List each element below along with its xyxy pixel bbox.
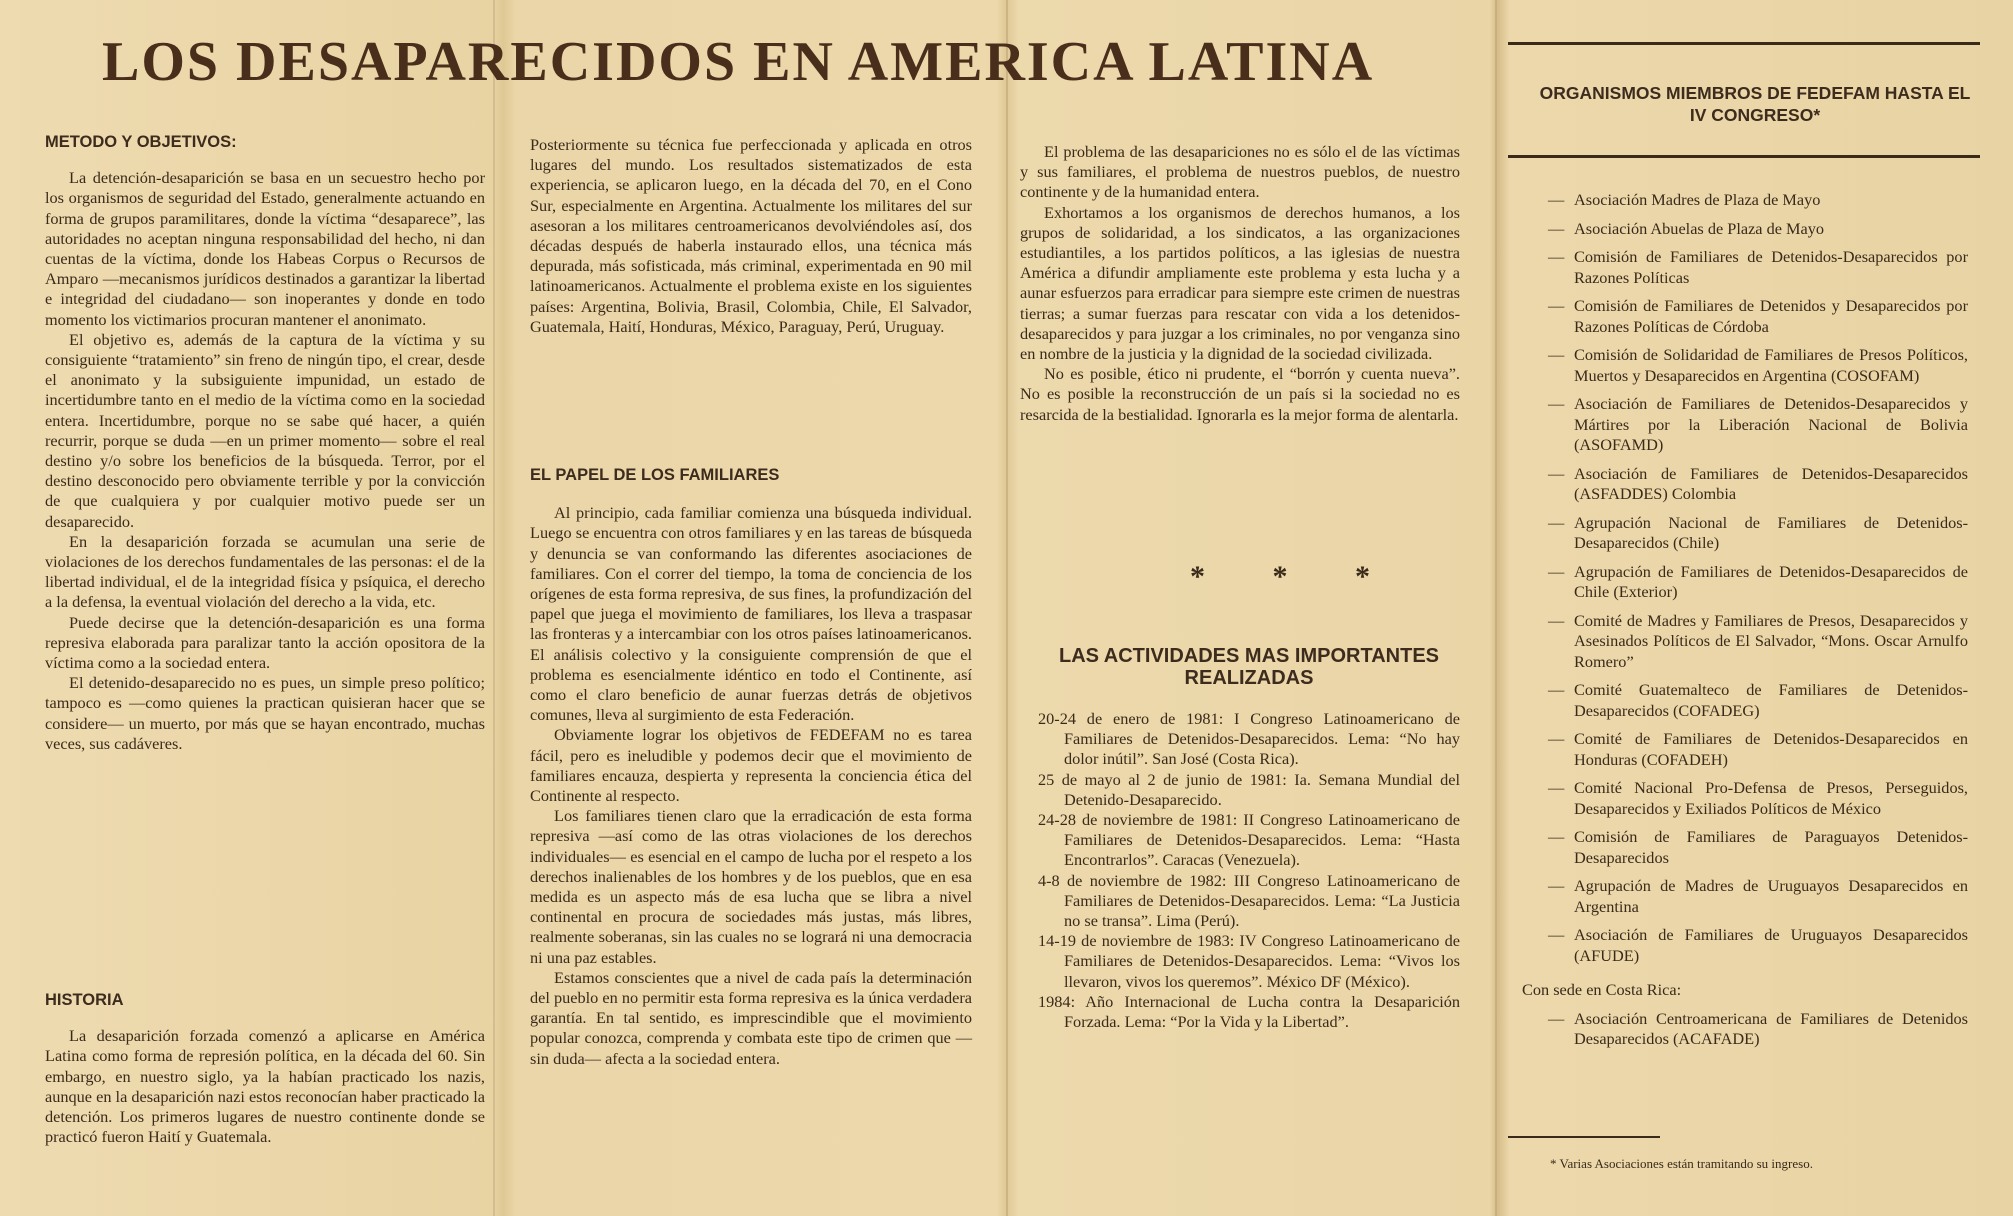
column-3-intro	[1020, 142, 1460, 425]
org-item	[1548, 925, 1968, 966]
org-name: Asociación Abuelas de Plaza de Mayo	[1574, 218, 1825, 238]
paragraph: Los familiares tienen claro que la erradicación de esta forma represiva —así como de las otras violaciones de los derechos individuales— es esencial en el campo de lucha por el respeto a los derechos inalienables de los hombres y de los pueblos, que en esa medida es un aspecto más de esa lucha que se libra a nivel continental en procura de sociedades más justas, más libres, realmente soberanas, sin las cuales no se logrará ni una democracia ni una paz estables.	[530, 806, 972, 967]
dash-bullet: —	[1548, 247, 1565, 266]
paragraph-group	[530, 135, 972, 337]
footnote-rule	[1508, 1136, 1660, 1138]
org-item	[1548, 827, 1968, 868]
paragraph: No es posible, ético ni prudente, el “borrón y cuenta nueva”. No es posible la reconstrucción de un país si la sociedad no es resarcida de la bestialidad. Ignorarla es la mejor forma de alentarla.	[1020, 364, 1460, 424]
org-item	[1548, 680, 1968, 721]
costa-rica-label: Con sede en Costa Rica:	[1522, 980, 1682, 999]
dash-bullet: —	[1548, 680, 1565, 699]
dash-bullet: —	[1548, 925, 1565, 944]
dash-bullet: —	[1548, 561, 1565, 581]
org-name: Comisión de Familiares de Detenidos-Desaparecidos por Razones Políticas	[1574, 247, 1968, 287]
dash-bullet: —	[1548, 218, 1565, 238]
org-name: Comisión de Solidaridad de Familiares de Presos Políticos, Muertos y Desaparecidos en Argentina (COSOFAM)	[1574, 345, 1968, 385]
footnote: * Varias Asociaciones están tramitando su ingreso.	[1550, 1156, 1813, 1171]
org-name: Asociación de Familiares de Detenidos-Desaparecidos y Mártires por la Liberación Nacional de Bolivia (ASOFAMD)	[1574, 394, 1968, 454]
activity-item: 24-28 de noviembre de 1981: II Congreso Latinoamericano de Familiares de Detenidos-Desaparecidos. Lema: “Hasta Encontrarlos”. Caracas (Venezuela).	[1038, 810, 1460, 870]
column-actividades	[1038, 645, 1460, 1032]
org-item	[1548, 729, 1968, 770]
dash-bullet: —	[1548, 876, 1565, 895]
dash-bullet: —	[1548, 345, 1565, 364]
org-name: Agrupación Nacional de Familiares de Detenidos-Desaparecidos (Chile)	[1574, 512, 1968, 552]
org-name: Comisión de Familiares de Paraguayos Detenidos-Desaparecidos	[1574, 827, 1968, 867]
activity-list	[1038, 709, 1460, 1032]
column-familiares	[530, 465, 972, 1069]
org-item	[1548, 876, 1968, 917]
org-item	[1548, 296, 1968, 337]
paragraph: Al principio, cada familiar comienza una búsqueda individual. Luego se encuentra con otros familiares y en las tareas de búsqueda y denuncia se van conformando las diferentes asociaciones de familiares. Con el correr del tiempo, la toma de conciencia de los orígenes de esta forma represiva, de sus fines, la profundización del papel que juega el movimiento de familiares, los lleva a traspasar las fronteras y a intercambiar con los otros países latinoamericanos. El análisis colectivo y la consiguiente comprensión de que el problema es esencialmente idéntico en todo el Continente, así como el claro beneficio de aunar fuerzas detrás de objetivos comunes, lleva al surgimiento de esta Federación.	[530, 503, 972, 725]
org-items	[1548, 190, 1968, 966]
org-name: Comisión de Familiares de Detenidos y Desaparecidos por Razones Políticas de Córdoba	[1574, 296, 1968, 336]
org-name: Agrupación de Familiares de Detenidos-Desaparecidos de Chile (Exterior)	[1574, 561, 1968, 601]
dash-bullet: —	[1548, 778, 1565, 797]
dash-bullet: —	[1548, 463, 1565, 483]
dash-bullet: —	[1548, 296, 1565, 315]
column-historia	[45, 990, 485, 1147]
column-2-intro	[530, 135, 972, 337]
paragraph: Puede decirse que la detención-desaparición es una forma represiva elaborada para paralizar tanto la acción opositora de la víctima como a la sociedad entera.	[45, 612, 485, 673]
activity-item: 4-8 de noviembre de 1982: III Congreso Latinoamericano de Familiares de Detenidos-Desaparecidos. Lema: “La Justicia no se transa”. Lima (Perú).	[1038, 870, 1460, 931]
paragraph: La detención-desaparición se basa en un secuestro hecho por los organismos de seguridad del Estado, generalmente actuando en forma de grupos paramilitares, donde la víctima “desaparece”, las autoridades no aceptan ninguna responsabilidad del hecho, ni dan cuentas de la víctima, donde los Habeas Corpus o Recursos de Amparo —mecanismos jurídicos destinados a garantizar la libertad e integridad del ciudadano— son inoperantes y donde en todo momento los victimarios procuran mantener el anonimato.	[45, 168, 485, 329]
dash-bullet: —	[1548, 190, 1565, 209]
org-name: Comité de Familiares de Detenidos-Desaparecidos en Honduras (COFADEH)	[1574, 729, 1968, 769]
section-heading-familiares: EL PAPEL DE LOS FAMILIARES	[530, 466, 780, 484]
org-item	[1548, 778, 1968, 819]
org-item	[1548, 394, 1968, 456]
paragraph: Estamos conscientes que a nivel de cada país la determinación del pueblo en no permitir esta forma represiva es la única verdadera garantía. En tal sentido, es imprescindible que el movimiento popular conozca, comprenda y combata este tipo de crimen que —sin duda— afecta a la sociedad entera.	[530, 967, 972, 1068]
paragraph: El problema de las desapariciones no es sólo el de las víctimas y sus familiares, el problema de nuestros pueblos, de nuestro continente y de la humanidad entera.	[1020, 142, 1460, 202]
org-item	[1548, 1009, 1968, 1050]
activity-item: 20-24 de enero de 1981: I Congreso Latinoamericano de Familiares de Detenidos-Desaparecidos. Lema: “No hay dolor inútil”. San José (Costa Rica).	[1038, 709, 1460, 769]
org-name: Asociación Madres de Plaza de Mayo	[1574, 190, 1821, 209]
activity-item: 25 de mayo al 2 de junio de 1981: Ia. Semana Mundial del Detenido-Desaparecido.	[1038, 769, 1460, 809]
org-name: Asociación de Familiares de Detenidos-Desaparecidos (ASFADDES) Colombia	[1574, 463, 1968, 503]
paragraph: El detenido-desaparecido no es pues, un simple preso político; tampoco es —como quienes la practican quisieran hacer que se considere— un muerto, por más que se hayan encontrado, muchas veces, sus cadáveres.	[45, 673, 485, 753]
top-rule	[1508, 42, 1980, 45]
section-heading-metodo: METODO Y OBJETIVOS:	[45, 133, 237, 151]
paragraph-group	[530, 503, 972, 1069]
dash-bullet: —	[1548, 827, 1565, 846]
org-item	[1548, 190, 1968, 211]
org-item	[1548, 611, 1968, 673]
dash-bullet: —	[1548, 610, 1565, 630]
paragraph: Exhortamos a los organismos de derechos humanos, a los grupos de solidaridad, a los sindicatos, a las organizaciones estudiantiles, a los partidos políticos, a las iglesias de nuestra América a difundir ampliamente este problema y esta lucha y a aunar esfuerzos para erradicar para siempre este crimen de nuestras tierras; a sumar fuerzas para rescatar con vida a los detenidos-desaparecidos y para juzgar a los criminales, no por venganza sino en nombre de la justicia y la dignidad de la sociedad civilizada.	[1020, 202, 1460, 364]
paragraph-group	[45, 168, 485, 754]
org-item	[1548, 464, 1968, 505]
org-name: Comité Nacional Pro-Defensa de Presos, Perseguidos, Desaparecidos y Exiliados Políticos de México	[1574, 778, 1968, 818]
members-heading: ORGANISMOS MIEMBROS DE FEDEFAM HASTA EL IV CONGRESO*	[1539, 83, 1971, 125]
page-title: LOS DESAPARECIDOS EN AMERICA LATINA	[102, 31, 1375, 93]
paragraph: El objetivo es, además de la captura de la víctima y su consiguiente “tratamiento” sin freno de ningún tipo, el crear, desde el anonimato y la subsiguiente impunidad, un estado de incertidumbre tanto en el medio de la víctima como en la sociedad entera. Incertidumbre, porque no se sabe qué hacer, a quién recurrir, porque se duda —en un primer momento— sobre el real destino y/o sobre los beneficios de la búsqueda. Terror, por el destino desconocido pero obviamente terrible y por la convicción de que cualquiera y por cualquier motivo puede ser un desaparecido.	[45, 329, 485, 531]
dash-bullet: —	[1548, 512, 1565, 532]
org-item	[1548, 562, 1968, 603]
fold-line	[493, 0, 495, 1216]
costa-rica-items	[1548, 1009, 1968, 1050]
org-name: Comité Guatemalteco de Familiares de Detenidos-Desaparecidos (COFADEG)	[1574, 680, 1968, 720]
column-metodo	[45, 132, 485, 754]
org-item	[1548, 345, 1968, 386]
org-item	[1548, 219, 1968, 240]
dash-bullet: —	[1548, 729, 1565, 748]
separator-stars: * * *	[1190, 560, 1400, 593]
section-heading-historia: HISTORIA	[45, 991, 124, 1009]
paragraph: Posteriormente su técnica fue perfeccionada y aplicada en otros lugares del mundo. Los resultados sistematizados de esta experiencia, se aplicaron luego, en la década del 70, en el Cono Sur, especialmente en Argentina. Actualmente los militares del sur asesoran a los militares centroamericanos devolviéndoles así, dos décadas después de haberla instaurado ellos, una técnica más depurada, más sofisticada, más criminal, experimentada en 90 mil latinoamericanos. Actualmente el problema existe en los siguientes países: Argentina, Bolivia, Brasil, Colombia, Chile, El Salvador, Guatemala, Haití, Honduras, México, Paraguay, Perú, Uruguay.	[530, 135, 972, 336]
dash-bullet: —	[1548, 394, 1565, 413]
paragraph-group	[45, 1026, 485, 1147]
section-heading-actividades: LAS ACTIVIDADES MAS IMPORTANTES REALIZADAS	[1058, 645, 1439, 689]
activity-item: 14-19 de noviembre de 1983: IV Congreso Latinoamericano de Familiares de Detenidos-Desaparecidos. Lema: “Vivos los llevaron, vivos los queremos”. México DF (México).	[1038, 931, 1460, 991]
activity-item: 1984: Año Internacional de Lucha contra la Desaparición Forzada. Lema: “Por la Vida y la Libertad”.	[1038, 991, 1460, 1032]
fold-line	[1006, 0, 1008, 1216]
paragraph-group	[1020, 142, 1460, 425]
dash-bullet: —	[1548, 1008, 1565, 1028]
org-name: Comité de Madres y Familiares de Presos, Desaparecidos y Asesinados Políticos de El Salvador, “Mons. Oscar Arnulfo Romero”	[1574, 610, 1968, 671]
org-name: Agrupación de Madres de Uruguayos Desaparecidos en Argentina	[1574, 876, 1968, 916]
paragraph: Obviamente lograr los objetivos de FEDEFAM no es tarea fácil, pero es ineludible y podemos decir que el movimiento de familiares encauza, despierta y representa la conciencia ética del Continente al respecto.	[530, 725, 972, 806]
heading-rule	[1508, 155, 1980, 158]
org-item	[1548, 247, 1968, 288]
members-list	[1522, 190, 1968, 1058]
org-item	[1548, 513, 1968, 554]
paragraph: En la desaparición forzada se acumulan una serie de violaciones de los derechos fundamentales de las personas: el de la libertad individual, el de la integridad física y psíquica, el derecho a la defensa, la eventual violación del derecho a la vida, etc.	[45, 531, 485, 612]
paragraph: La desaparición forzada comenzó a aplicarse en América Latina como forma de represión política, en la década del 60. Sin embargo, en nuestro siglo, ya la habían practicado los nazis, aunque en la desaparición nazi estos reconocían haber practicado la detención. Los primeros lugares de nuestro continente donde se practicó fueron Haití y Guatemala.	[45, 1026, 485, 1147]
org-name: Asociación Centroamericana de Familiares de Detenidos Desaparecidos (ACAFADE)	[1574, 1008, 1968, 1048]
org-name: Asociación de Familiares de Uruguayos Desaparecidos (AFUDE)	[1574, 925, 1968, 965]
fold-line	[1495, 0, 1497, 1216]
